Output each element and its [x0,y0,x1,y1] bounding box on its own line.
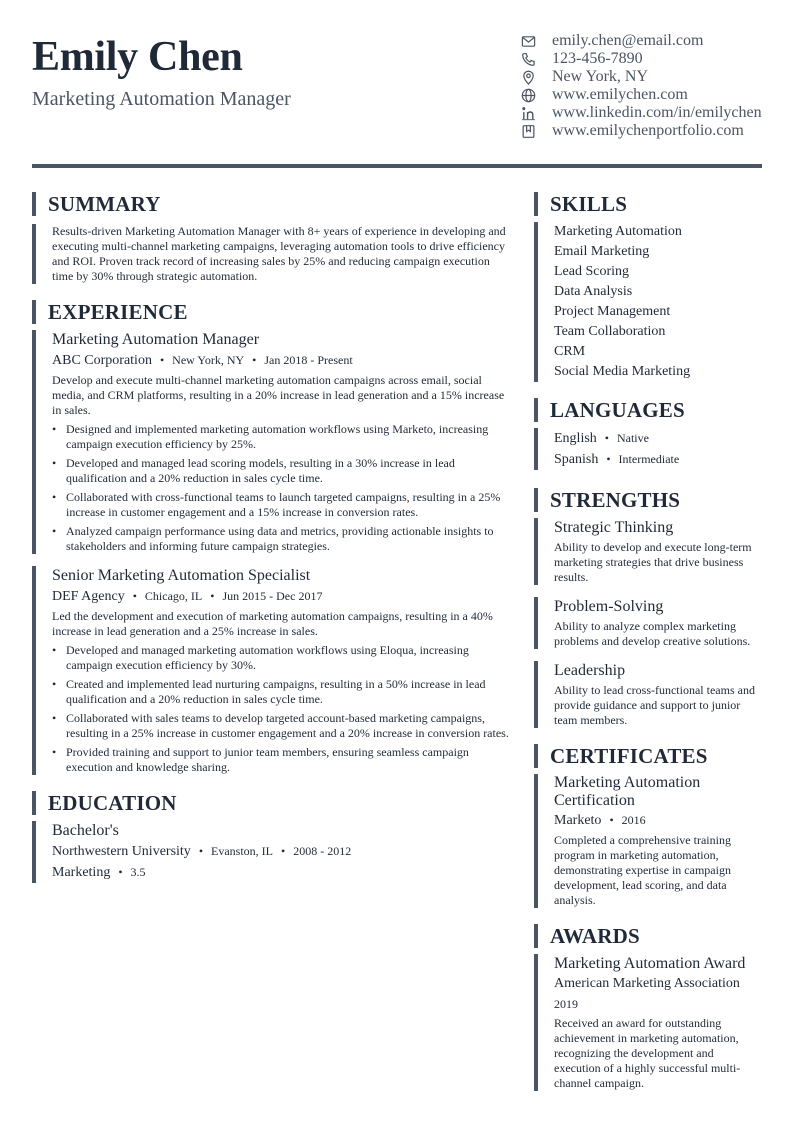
job-location: New York, NY [172,353,245,367]
job-description: Develop and execute multi-channel marketing automation campaigns across email, social media, and CRM platforms, resulting in a 20% increase in lead generation and a 15% increase in sales. [52,373,505,417]
languages-heading: LANGUAGES [534,398,762,422]
certificate-year: 2016 [621,813,646,827]
contact-text: 123-456-7890 [552,50,643,67]
language-item [554,449,762,470]
job-bullets [52,422,510,554]
education-degree: Bachelor's [52,822,119,839]
skill-item: Data Analysis [554,284,633,299]
education-location: Evanston, IL [211,844,274,858]
job-bullets [52,643,510,775]
separator-dot: • [198,844,204,858]
certificate-meta [554,810,762,831]
certificates-heading: CERTIFICATES [534,744,762,768]
contact-text: New York, NY [552,68,649,85]
phone-icon [519,50,537,68]
job-entry [32,566,510,775]
contact-website[interactable] [519,86,764,104]
education-school: Northwestern University [52,844,191,859]
strength-title: Leadership [554,662,626,679]
strength-title: Problem-Solving [554,598,664,615]
strength-title: Strategic Thinking [554,519,674,536]
list-item: • Developed and managed marketing automation workflows using Eloqua, increasing campaign execution efficiency by 30%. [52,643,510,673]
strength-entry [534,661,762,728]
candidate-name: Emily Chen [32,34,243,80]
contact-phone[interactable] [519,50,764,68]
certificate-entry [534,774,762,908]
separator-dot: • [606,452,611,466]
separator-dot: • [159,353,165,367]
list-item: • Developed and managed lead scoring models, resulting in a 30% increase in lead qualification and a 20% reduction in sales cycle time. [52,456,510,486]
strength-text: Ability to lead cross-functional teams and provide guidance and support to junior team members. [554,683,755,727]
strength-text: Ability to develop and execute long-term marketing strategies that drive business results. [554,540,752,584]
award-text: Received an award for outstanding achievement in marketing automation, recognizing the development and execution of a highly successful multi-channel campaign. [554,1016,741,1090]
job-entry [32,330,510,554]
job-role: Marketing Automation Manager [52,331,260,348]
globe-icon [519,86,537,104]
strengths-heading: STRENGTHS [534,488,762,512]
job-company: DEF Agency [52,589,125,604]
contact-text: emily.chen@email.com [552,32,704,49]
mail-icon [519,32,537,50]
job-meta [52,586,510,607]
job-role: Senior Marketing Automation Specialist [52,567,311,584]
right-column [534,190,762,1091]
skill-item: Project Management [554,304,671,319]
separator-dot: • [118,865,123,879]
summary-text: Results-driven Marketing Automation Manager with 8+ years of experience in developing and executing multi-channel marketing campaigns, leveraging automation tools to drive efficiency and ROI. Proven track record of increasing sales by 25% and reducing campaign execution time by 30% through strategic automation. [52,224,506,283]
candidate-title: Marketing Automation Manager [32,88,291,110]
contact-portfolio[interactable] [519,122,764,140]
separator-dot: • [252,353,257,367]
list-item: • Analyzed campaign performance using data and metrics, providing actionable insights to stakeholders and informing future campaign strategies. [52,524,510,554]
left-column [32,190,510,883]
list-item: • Collaborated with sales teams to develop targeted account-based marketing campaigns, resulting in a 25% increase in customer engagement and a 20% increase in conversion rates. [52,711,510,741]
language-name: Spanish [554,452,599,467]
language-level: Intermediate [618,452,680,466]
separator-dot: • [210,589,215,603]
contact-text: www.emilychen.com [552,86,688,103]
experience-heading: EXPERIENCE [32,300,510,324]
award-year: 2019 [554,997,578,1011]
summary-heading: SUMMARY [32,192,510,216]
skill-item: Social Media Marketing [554,364,691,379]
contact-email[interactable] [519,32,764,50]
linkedin-icon [519,104,537,122]
contact-list [519,32,764,140]
contact-location [519,68,764,86]
skill-item: Marketing Automation [554,224,682,239]
education-heading: EDUCATION [32,791,510,815]
skill-item: CRM [554,344,586,359]
list-item: • Created and implemented lead nurturing campaigns, resulting in a 50% increase in lead qualification and a 20% reduction in sales cycle time. [52,677,510,707]
separator-dot: • [281,844,286,858]
list-item: • Collaborated with cross-functional teams to launch targeted campaigns, resulting in a 25% increase in customer engagement and a 15% increase in conversion rates. [52,490,510,520]
skill-item: Team Collaboration [554,324,666,339]
job-description: Led the development and execution of marketing automation campaigns, resulting in a 40% increase in lead generation and a 25% increase in sales. [52,609,493,638]
skills-list [534,222,762,382]
language-name: English [554,431,597,446]
language-level: Native [616,431,649,445]
job-meta [52,350,510,371]
list-item: • Provided training and support to junior team members, ensuring seamless campaign execution and knowledge sharing. [52,745,510,775]
award-entry [534,954,762,1091]
strength-text: Ability to analyze complex marketing problems and develop creative solutions. [554,619,751,648]
bookmark-icon [519,122,537,140]
resume-header [32,30,762,150]
strength-entry [534,518,762,585]
award-title: Marketing Automation Award [554,955,746,972]
education-field: Marketing [52,865,111,880]
award-issuer: American Marketing Association [554,976,740,991]
separator-dot: • [132,589,137,603]
certificate-title: Marketing Automation Certification [554,774,701,809]
job-location: Chicago, IL [144,589,203,603]
certificate-text: Completed a comprehensive training program in marketing automation, demonstrating expertise in campaign development, lead scoring, and data analysis. [554,833,731,907]
languages-list [534,428,762,470]
location-icon [519,68,537,86]
education-field-row [52,862,510,883]
skill-item: Email Marketing [554,244,650,259]
job-company: ABC Corporation [52,353,152,368]
header-divider [32,164,762,168]
education-entry [32,821,510,883]
contact-text: www.linkedin.com/in/emilychen [552,104,762,121]
education-gpa: 3.5 [130,865,146,879]
contact-linkedin[interactable] [519,104,764,122]
contact-text: www.emilychenportfolio.com [552,122,744,139]
strength-entry [534,597,762,649]
job-dates: Jun 2015 - Dec 2017 [222,589,323,603]
skill-item: Lead Scoring [554,264,630,279]
certificate-issuer: Marketo [554,813,602,828]
summary-section [32,224,510,284]
list-item: • Designed and implemented marketing automation workflows using Marketo, increasing campaign execution efficiency by 25%. [52,422,510,452]
skills-heading: SKILLS [534,192,762,216]
language-item [554,428,762,449]
separator-dot: • [604,431,609,445]
education-meta [52,841,510,862]
education-dates: 2008 - 2012 [293,844,352,858]
separator-dot: • [609,813,614,827]
awards-heading: AWARDS [534,924,762,948]
job-dates: Jan 2018 - Present [264,353,353,367]
